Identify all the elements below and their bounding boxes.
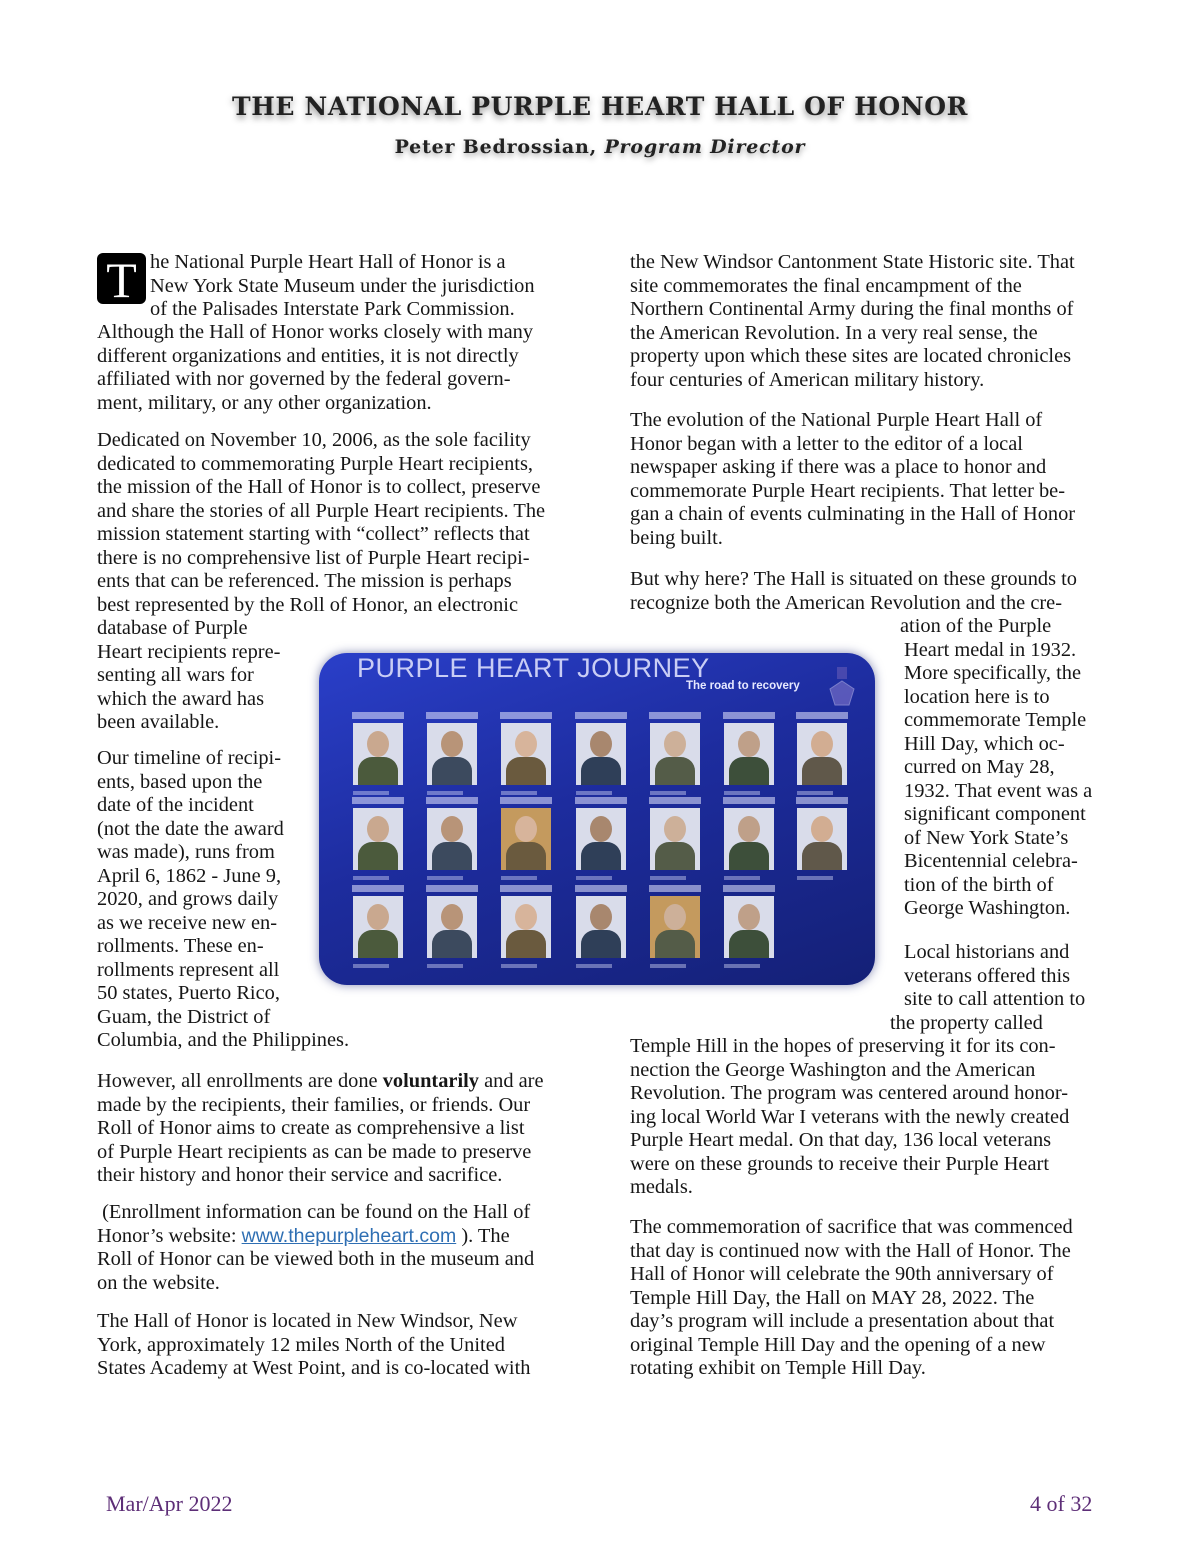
portrait-name-plate xyxy=(649,885,701,892)
portrait-caption xyxy=(724,876,760,880)
author-role: Program Director xyxy=(604,136,806,158)
portrait-uniform xyxy=(358,930,398,958)
portrait-name-plate xyxy=(426,797,478,804)
veteran-portrait xyxy=(353,723,403,785)
portrait-name-plate xyxy=(575,797,627,804)
left-paragraph-5: (Enrollment information can be found on the Hall of Honor’s website: www.thepurpleheart.com ). The Roll of Honor can be viewed both in the museum and on the website. xyxy=(97,1201,535,1294)
footer-issue-date: Mar/Apr 2022 xyxy=(106,1491,233,1516)
portrait-caption xyxy=(501,791,537,795)
emphasis-voluntarily: voluntarily xyxy=(382,1070,479,1092)
veteran-portrait xyxy=(724,723,774,785)
photo-display-title: PURPLE HEART JOURNEY xyxy=(357,653,710,683)
portrait-face xyxy=(515,731,537,757)
portrait-uniform xyxy=(729,757,769,785)
portrait-caption xyxy=(724,964,760,968)
portrait-face xyxy=(590,904,612,930)
portrait-caption xyxy=(353,791,389,795)
portrait-uniform xyxy=(581,757,621,785)
veteran-portrait xyxy=(576,723,626,785)
veteran-portrait xyxy=(501,808,551,870)
portrait-uniform xyxy=(506,842,546,870)
photo-display-subtitle: The road to recovery xyxy=(686,680,800,692)
portrait-name-plate xyxy=(426,885,478,892)
portrait-uniform xyxy=(432,842,472,870)
left-paragraph-1: he National Purple Heart Hall of Honor is a New York State Museum under the jurisdiction of the Palisades Interstate Park Commission. xyxy=(150,251,535,320)
portrait-face xyxy=(738,816,760,842)
drop-cap: T xyxy=(97,253,146,304)
veteran-portrait xyxy=(501,723,551,785)
veteran-portrait xyxy=(576,808,626,870)
veteran-portrait xyxy=(501,896,551,958)
portrait-face xyxy=(441,731,463,757)
veteran-portrait xyxy=(724,896,774,958)
portrait-caption xyxy=(353,876,389,880)
right-paragraph-3: But why here? The Hall is situated on these grounds to recognize both the American Revolution and the cre- xyxy=(630,568,1078,614)
portrait-face xyxy=(441,816,463,842)
portrait-uniform xyxy=(655,757,695,785)
portrait-face xyxy=(738,904,760,930)
portrait-caption xyxy=(797,876,833,880)
portrait-name-plate xyxy=(796,712,848,719)
portrait-face xyxy=(664,816,686,842)
portrait-uniform xyxy=(581,842,621,870)
portrait-uniform xyxy=(802,757,842,785)
portrait-face xyxy=(811,731,833,757)
left-paragraph-4: However, all enrollments are done voluntarily and are made by the recipients, their families, or friends. Our Roll of Honor aims to create as comprehensive a list of Purple Heart recipients as can be made to preserve their history and honor their service and sacrifice. xyxy=(97,1070,544,1186)
right-paragraph-5: The commemoration of sacrifice that was commenced that day is continued now with the Hall of Honor. The Hall of Honor will celebrate the 90th anniversary of Temple Hill Day, the Hall on MAY 28, 2022. The day’s program will include a presentation about that original Temple Hill Day and the opening of a new rotating exhibit on Temple Hill Day. xyxy=(630,1216,1073,1379)
portrait-name-plate xyxy=(796,797,848,804)
portrait-face xyxy=(664,731,686,757)
veteran-portrait xyxy=(427,896,477,958)
portrait-face xyxy=(811,816,833,842)
portrait-uniform xyxy=(802,842,842,870)
portrait-caption xyxy=(427,791,463,795)
portrait-caption xyxy=(501,964,537,968)
portrait-caption xyxy=(353,964,389,968)
veteran-portrait xyxy=(427,808,477,870)
portrait-caption xyxy=(724,791,760,795)
portrait-face xyxy=(590,731,612,757)
portrait-uniform xyxy=(432,930,472,958)
author-name: Peter Bedrossian, xyxy=(394,136,598,158)
portrait-name-plate xyxy=(723,797,775,804)
portrait-caption xyxy=(501,876,537,880)
portrait-caption xyxy=(650,964,686,968)
veteran-portrait xyxy=(353,808,403,870)
portrait-caption xyxy=(650,791,686,795)
portrait-uniform xyxy=(729,930,769,958)
portrait-uniform xyxy=(358,757,398,785)
portrait-uniform xyxy=(432,757,472,785)
portrait-face xyxy=(515,816,537,842)
portrait-name-plate xyxy=(575,712,627,719)
portrait-caption xyxy=(797,791,833,795)
veteran-portrait xyxy=(576,896,626,958)
veteran-portrait xyxy=(650,896,700,958)
portrait-face xyxy=(367,904,389,930)
portrait-name-plate xyxy=(500,712,552,719)
portrait-face xyxy=(738,731,760,757)
portrait-caption xyxy=(427,876,463,880)
portrait-caption xyxy=(576,791,612,795)
portrait-uniform xyxy=(729,842,769,870)
portrait-name-plate xyxy=(426,712,478,719)
veteran-portrait xyxy=(650,723,700,785)
portrait-uniform xyxy=(655,842,695,870)
portrait-face xyxy=(367,816,389,842)
portrait-face xyxy=(590,816,612,842)
portrait-caption xyxy=(427,964,463,968)
left-paragraph-6: The Hall of Honor is located in New Windsor, New York, approximately 12 miles North of the United States Academy at West Point, and is co-located with xyxy=(97,1310,531,1379)
article-byline xyxy=(0,136,1200,158)
portrait-uniform xyxy=(506,757,546,785)
portrait-name-plate xyxy=(500,885,552,892)
portrait-name-plate xyxy=(649,797,701,804)
portrait-face xyxy=(367,731,389,757)
veteran-portrait xyxy=(797,808,847,870)
portrait-name-plate xyxy=(575,885,627,892)
veteran-portrait xyxy=(650,808,700,870)
left-paragraph-3: Our timeline of recipi- ents, based upon the date of the incident (not the date the award was made), runs from April 6, 1862 - June 9, 2020, and grows daily as we receive new en- rollments. These en- rollments represent all 50 states, Puerto Rico, Guam, the District of Columbia, and the Philippines. xyxy=(97,747,350,1051)
portrait-uniform xyxy=(358,842,398,870)
article-title: THE NATIONAL PURPLE HEART HALL OF HONOR xyxy=(231,92,968,121)
website-link[interactable]: www.thepurpleheart.com xyxy=(241,1224,457,1247)
portrait-uniform xyxy=(581,930,621,958)
veteran-portrait xyxy=(724,808,774,870)
portrait-caption xyxy=(650,876,686,880)
portrait-name-plate xyxy=(352,797,404,804)
portrait-face xyxy=(664,904,686,930)
footer-page-number: 4 of 32 xyxy=(1030,1491,1093,1516)
veteran-portrait xyxy=(427,723,477,785)
portrait-name-plate xyxy=(723,885,775,892)
portrait-face xyxy=(441,904,463,930)
portrait-name-plate xyxy=(352,712,404,719)
purple-heart-journey-photo xyxy=(319,653,875,985)
right-paragraph-2: The evolution of the National Purple Heart Hall of Honor began with a letter to the editor of a local newspaper asking if there was a place to honor and commemorate Purple Heart recipients. That letter be- gan a chain of events culminating in the Hall of Honor being built. xyxy=(630,409,1076,549)
portrait-caption xyxy=(576,876,612,880)
portrait-name-plate xyxy=(352,885,404,892)
portrait-uniform xyxy=(506,930,546,958)
left-paragraph-1-cont: Although the Hall of Honor works closely with many different organizations and entities, it is not directly affiliated with nor governed by the federal govern- ment, military, or any other organization. xyxy=(97,321,534,414)
portrait-face xyxy=(515,904,537,930)
veteran-portrait xyxy=(797,723,847,785)
right-paragraph-3-wrap: ation of the Purple Heart medal in 1932. More specifically, the location here is to commemorate Temple Hill Day, which oc- curred on May 28, 1932. That event was a significant component of New York State’s Bicentennial celebra- tion of the birth of George Washington. xyxy=(900,615,1093,919)
veteran-portrait xyxy=(353,896,403,958)
portrait-name-plate xyxy=(500,797,552,804)
portrait-name-plate xyxy=(723,712,775,719)
medal-emblem-icon xyxy=(827,667,857,707)
right-paragraph-1: the New Windsor Cantonment State Historic site. That site commemorates the final encampment of the Northern Continental Army during the final months of the American Revolution. In a very real sense, the property upon which these sites are located chronicles four centuries of American military history. xyxy=(630,251,1075,391)
left-paragraph-2: Dedicated on November 10, 2006, as the sole facility dedicated to commemorating Purple Heart recipients, the mission of the Hall of Honor is to collect, preserve and share the stories of all Purple Heart recipients. The mission statement starting with “collect” reflects that there is no comprehensive list of Purple Heart recipi- ents that can be referenced. The mission is perhaps best represented by the Roll of Honor, an electronic database of Purple Heart recipients repre- senting all wars for which the award has been available. xyxy=(97,429,546,733)
portrait-uniform xyxy=(655,930,695,958)
portrait-name-plate xyxy=(649,712,701,719)
right-paragraph-4: Temple Hill in the hopes of preserving it for its con- nection the George Washington and the American Revolution. The program was centered around honor- ing local World War I veterans with the newly created Purple Heart medal. On that day, 136 local veterans were on these grounds to receive their Purple Heart medals. xyxy=(630,1035,1070,1198)
portrait-caption xyxy=(576,964,612,968)
right-paragraph-4-wrap: Local historians and veterans offered this site to call attention to the property called xyxy=(890,941,1086,1034)
